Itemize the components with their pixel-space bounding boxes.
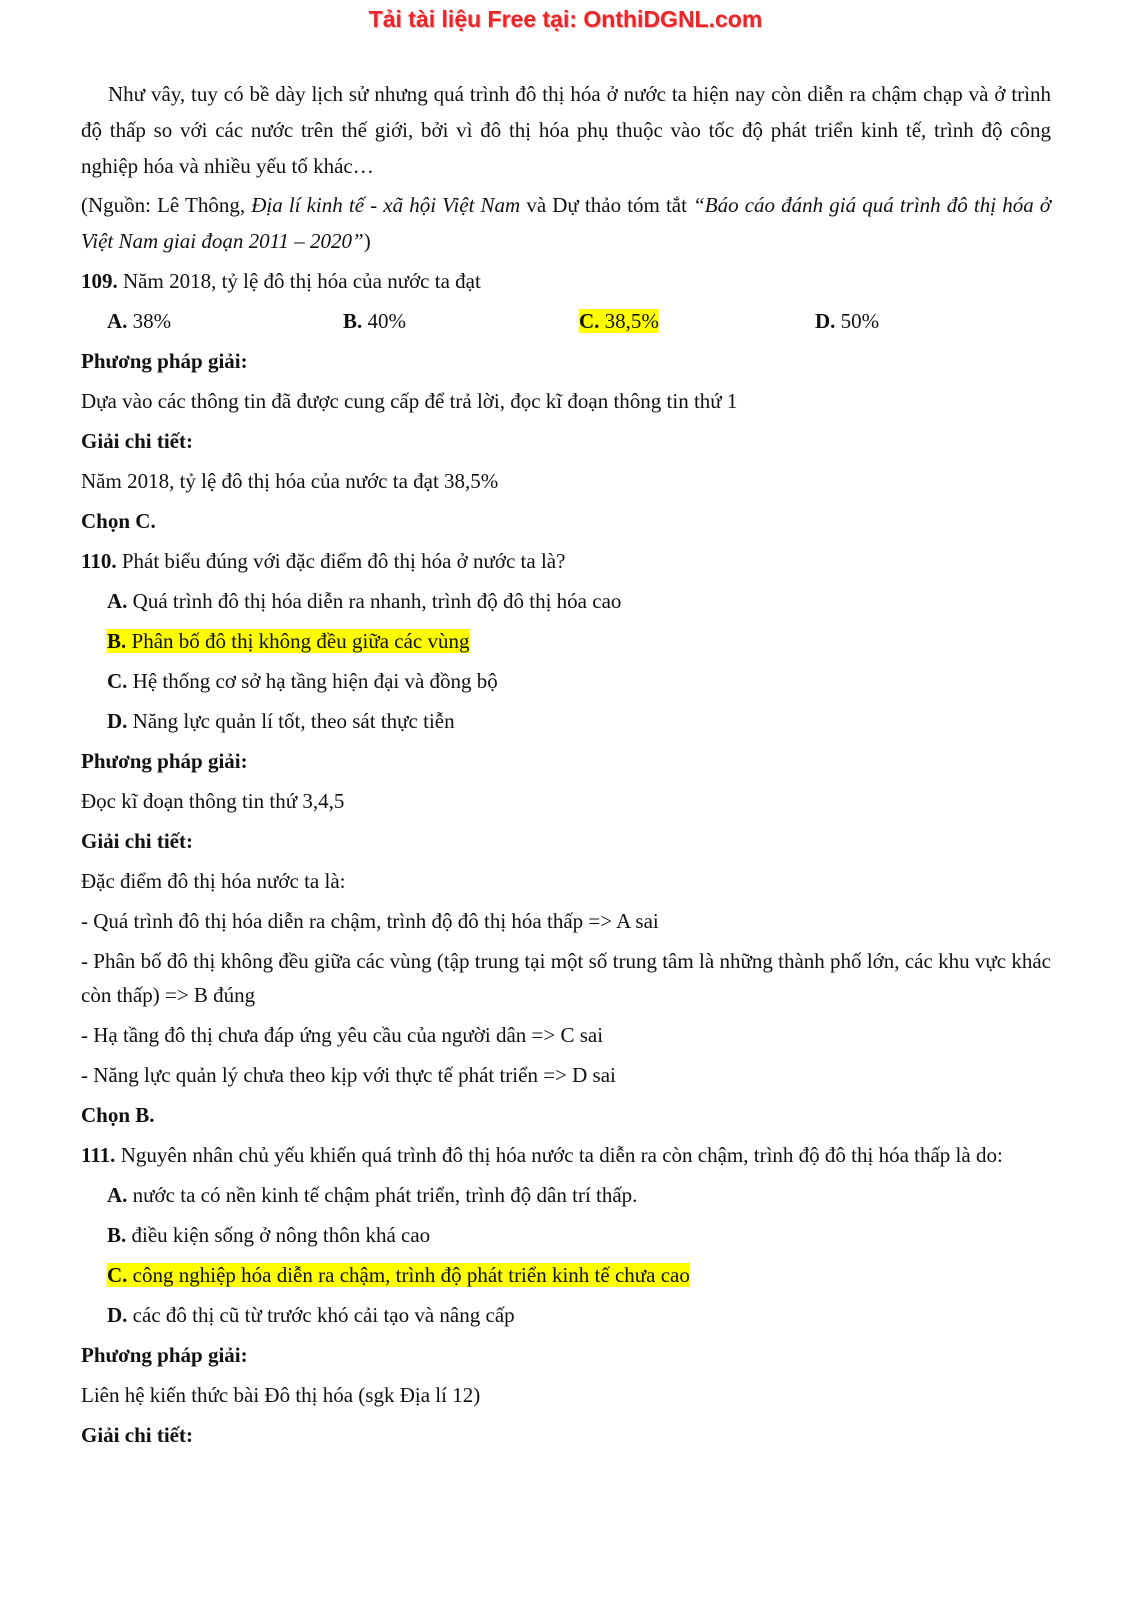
correct-answer-highlight [107, 629, 470, 653]
question-text: Phát biểu đúng với đặc điểm đô thị hóa ở nước ta là? [116, 549, 566, 573]
option-text: 38,5% [599, 309, 659, 333]
method-heading: Phương pháp giải: [81, 1343, 248, 1367]
option-text: 50% [835, 309, 880, 333]
detail-heading: Giải chi tiết: [81, 829, 193, 853]
document-body [81, 76, 1051, 1455]
q111-option-a [81, 1175, 1051, 1215]
download-banner[interactable]: Tải tài liệu Free tại: OnthiDGNL.com [368, 6, 763, 32]
q110-bullet-2: - Phân bố đô thị không đều giữa các vùng (tập trung tại một số trung tâm là những thành phố lớn, các khu vực khác còn thấp) => B đúng [81, 949, 1051, 1007]
option-text: điều kiện sống ở nông thôn khá cao [126, 1223, 431, 1247]
option-letter: B. [343, 309, 363, 333]
correct-answer-highlight [107, 1263, 690, 1287]
option-letter: B. [107, 629, 127, 653]
q111-option-d [81, 1295, 1051, 1335]
q110-option-b [81, 621, 1051, 661]
q109-answer: Chọn C. [81, 509, 156, 533]
source-suffix: ) [363, 229, 371, 253]
q110-option-a [81, 581, 1051, 621]
method-heading: Phương pháp giải: [81, 749, 248, 773]
q109-option-b [343, 301, 579, 341]
question-109 [81, 261, 1051, 301]
source-citation [81, 187, 1051, 259]
q109-method: Dựa vào các thông tin đã được cung cấp để trả lời, đọc kĩ đoạn thông tin thứ 1 [81, 389, 738, 413]
option-text: các đô thị cũ từ trước khó cải tạo và nâng cấp [127, 1303, 515, 1327]
q109-option-d [815, 301, 1051, 341]
option-letter: B. [107, 1223, 127, 1247]
option-text: 38% [127, 309, 172, 333]
q109-options [81, 301, 1051, 341]
q110-bullet-3: - Hạ tầng đô thị chưa đáp ứng yêu cầu của người dân => C sai [81, 1023, 604, 1047]
option-text: 40% [362, 309, 407, 333]
option-text: Phân bố đô thị không đều giữa các vùng [126, 629, 470, 653]
question-number: 111. [81, 1143, 116, 1167]
detail-heading: Giải chi tiết: [81, 1423, 193, 1447]
source-middle: và Dự thảo tóm tắt [520, 193, 694, 217]
question-number: 110. [81, 549, 117, 573]
option-text: Quá trình đô thị hóa diễn ra nhanh, trình độ đô thị hóa cao [127, 589, 622, 613]
option-letter: D. [107, 1303, 128, 1327]
q110-option-c [81, 661, 1051, 701]
q110-answer: Chọn B. [81, 1103, 155, 1127]
intro-paragraph: Như vây, tuy có bề dày lịch sử nhưng quá trình đô thị hóa ở nước ta hiện nay còn diễn ra chậm chạp và ở trình độ thấp so với các nước trên thế giới, bởi vì đô thị hóa phụ thuộc vào tốc độ phát triển kinh tế, trình độ công nghiệp hóa và nhiều yếu tố khác… [81, 82, 1051, 178]
q109-option-c [579, 301, 815, 341]
option-letter: D. [107, 709, 128, 733]
option-letter: A. [107, 589, 128, 613]
option-letter: C. [107, 669, 128, 693]
option-letter: A. [107, 1183, 128, 1207]
detail-heading: Giải chi tiết: [81, 429, 193, 453]
option-letter: C. [579, 309, 600, 333]
q109-detail: Năm 2018, tỷ lệ đô thị hóa của nước ta đạt 38,5% [81, 469, 499, 493]
source-report-title: “Báo cáo đánh giá quá trình đô thị hóa ở Việt Nam giai đoạn 2011 – 2020” [81, 193, 1052, 253]
correct-answer-highlight [579, 309, 659, 333]
option-text: Hệ thống cơ sở hạ tầng hiện đại và đồng bộ [127, 669, 498, 693]
question-110 [81, 541, 1051, 581]
question-111 [81, 1135, 1051, 1175]
option-letter: C. [107, 1263, 128, 1287]
option-letter: A. [107, 309, 128, 333]
option-letter: D. [815, 309, 836, 333]
method-heading: Phương pháp giải: [81, 349, 248, 373]
q110-bullet-1: - Quá trình đô thị hóa diễn ra chậm, trình độ đô thị hóa thấp => A sai [81, 909, 659, 933]
q111-option-c [81, 1255, 1051, 1295]
option-text: Năng lực quản lí tốt, theo sát thực tiễn [127, 709, 455, 733]
option-text: công nghiệp hóa diễn ra chậm, trình độ phát triển kinh tế chưa cao [127, 1263, 690, 1287]
question-text: Nguyên nhân chủ yếu khiến quá trình đô thị hóa nước ta diễn ra còn chậm, trình độ đô thị hóa thấp là do: [115, 1143, 1003, 1167]
source-prefix: (Nguồn: Lê Thông, [81, 193, 252, 217]
question-number: 109. [81, 269, 118, 293]
q110-bullet-4: - Năng lực quản lý chưa theo kịp với thực tế phát triển => D sai [81, 1063, 616, 1087]
q111-method: Liên hệ kiến thức bài Đô thị hóa (sgk Địa lí 12) [81, 1383, 481, 1407]
question-text: Năm 2018, tỷ lệ đô thị hóa của nước ta đạt [117, 269, 481, 293]
q111-option-b [81, 1215, 1051, 1255]
q110-option-d [81, 701, 1051, 741]
q109-option-a [107, 301, 343, 341]
source-book-title: Địa lí kinh tế - xã hội Việt Nam [251, 193, 521, 217]
q110-detail-intro: Đặc điểm đô thị hóa nước ta là: [81, 869, 346, 893]
q110-method: Đọc kĩ đoạn thông tin thứ 3,4,5 [81, 789, 345, 813]
option-text: nước ta có nền kinh tế chậm phát triển, trình độ dân trí thấp. [127, 1183, 638, 1207]
